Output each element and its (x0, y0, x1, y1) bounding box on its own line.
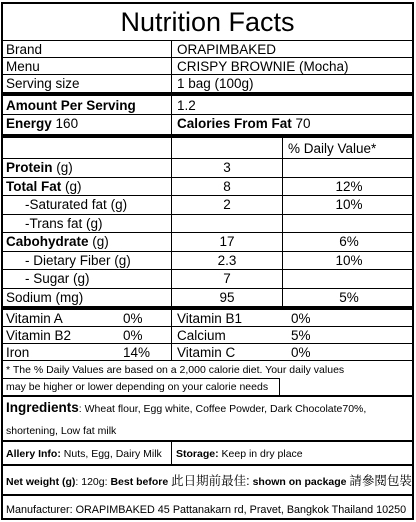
column-divider (171, 215, 172, 233)
daily-value-header-row (3, 138, 412, 159)
nutrient-name (6, 159, 73, 178)
nutrient-name (25, 196, 127, 215)
vitamin-row (3, 310, 412, 327)
column-divider (171, 75, 172, 92)
column-divider (171, 138, 172, 158)
nutrient-name-text: Sodium (6, 289, 52, 305)
menu-label: Menu (6, 59, 40, 74)
nutrient-unit: (mg) (55, 289, 84, 305)
vitamin-name: Vitamin B1 (177, 311, 243, 326)
nutrient-name (6, 178, 82, 197)
nutrient-amount: 3 (223, 160, 231, 175)
nutrient-row (3, 215, 412, 234)
column-divider (282, 270, 283, 288)
amount-per-serving-row (3, 96, 412, 115)
vitamin-value: 0% (123, 311, 143, 326)
column-divider (171, 344, 172, 360)
nutrient-name-text: Cabohydrate (6, 234, 89, 249)
daily-value-header: % Daily Value* (288, 141, 377, 156)
nutrient-amount: 2 (223, 197, 231, 212)
nutrient-name-text: - Dietary Fiber (25, 252, 111, 268)
column-divider (279, 379, 280, 395)
vitamin-value: 0% (123, 328, 143, 343)
nutrient-row (3, 196, 412, 215)
vitamin-name: Iron (6, 345, 30, 360)
column-divider (171, 310, 172, 326)
vitamin-row (3, 344, 412, 361)
net-weight-value: : 120g: (75, 476, 108, 488)
nutrient-daily-value: 12% (335, 178, 363, 194)
brand-value: ORAPIMBAKED (177, 42, 277, 57)
nutrient-name (6, 289, 83, 308)
amount-per-serving-label: Amount Per Serving (6, 98, 136, 113)
allergy-label: Allery Info: (6, 448, 61, 460)
ingredients-line-2: shortening, Low fat milk (6, 425, 117, 437)
ingredients-label: Ingredients (6, 400, 79, 415)
nutrient-amount: 95 (219, 289, 235, 305)
calories-from-fat-label: Calories From Fat (177, 116, 292, 131)
nutrition-label (1, 2, 414, 520)
shown-on-package-label: shown on package (252, 476, 347, 488)
nutrient-name-text: Total Fat (6, 178, 62, 194)
calories-from-fat-cell (177, 115, 311, 132)
nutrient-daily-value: 10% (335, 252, 363, 268)
storage-value: Keep in dry place (221, 448, 303, 460)
serving-size-value: 1 bag (100g) (177, 76, 254, 91)
nutrient-unit: (g) (114, 252, 131, 268)
nutrient-name (25, 270, 90, 289)
column-divider (171, 96, 172, 114)
column-divider (171, 41, 172, 57)
vitamin-name: Calcium (177, 328, 226, 343)
nutrient-name-text: -Saturated fat (25, 197, 107, 212)
serving-size-label: Serving size (6, 76, 80, 91)
shown-on-package-chinese: 請參閱包裝 (349, 474, 412, 488)
nutrient-unit: (g) (73, 271, 90, 286)
nutrient-unit: (g) (92, 234, 109, 249)
nutrient-amount: 17 (219, 234, 235, 249)
info-row-menu (3, 58, 412, 75)
nutrient-name-text: Protein (6, 160, 53, 175)
energy-label: Energy (6, 116, 52, 131)
info-row-serving (3, 75, 412, 96)
ingredients-line-1: : Wheat flour, Egg white, Coffee Powder, Dark Chocolate70%, (78, 403, 367, 415)
vitamin-name: Vitamin B2 (6, 328, 72, 343)
footnote-line-1-wrap (3, 361, 345, 379)
nutrient-name-text: -Trans fat (25, 215, 83, 231)
column-divider (171, 58, 172, 74)
calories-from-fat-value: 70 (295, 116, 311, 131)
nutrient-row (3, 289, 412, 308)
nutrient-row (3, 233, 412, 252)
energy-row (3, 115, 412, 138)
vitamin-row (3, 327, 412, 344)
best-before-thai: 此日期前最佳: (171, 474, 250, 488)
nutrient-name (25, 252, 131, 271)
footnote-line-1: * The % Daily Values are based on a 2,000 calorie diet. Your daily values (6, 364, 345, 376)
vitamin-value: 5% (291, 328, 311, 343)
nutrient-daily-value: 6% (339, 234, 359, 249)
nutrient-amount: 8 (223, 178, 231, 194)
allergy-storage-row (3, 442, 412, 466)
storage-cell (176, 442, 303, 466)
nutrient-row (3, 159, 412, 178)
allergy-cell (6, 442, 162, 466)
allergy-value: Nuts, Egg, Dairy Milk (63, 448, 162, 460)
column-divider (171, 442, 172, 464)
footnote-line-2-wrap (3, 379, 412, 396)
nutrient-row (3, 270, 412, 289)
amount-per-serving-value: 1.2 (177, 98, 196, 113)
nutrient-row (3, 178, 412, 197)
manufacturer-line: Manufacturer: ORAPIMBAKED 45 Pattanakarn rd, Pravet, Bangkok Thailand 10250 (6, 504, 407, 516)
nutrient-amount: 7 (223, 271, 231, 286)
net-weight-row (3, 466, 412, 496)
vitamin-value: 0% (291, 311, 311, 326)
nutrient-unit: (g) (86, 215, 103, 231)
storage-label: Storage: (176, 448, 219, 460)
nutrient-table (3, 159, 412, 307)
vitamin-name: Vitamin C (177, 345, 236, 360)
energy-value: 160 (55, 116, 79, 131)
vitamin-name: Vitamin A (6, 311, 63, 326)
column-divider (171, 115, 172, 134)
nutrient-name-text: - Sugar (25, 271, 70, 286)
energy-cell (6, 115, 78, 132)
nutrient-amount: 2.3 (217, 252, 237, 268)
nutrient-name (6, 233, 109, 252)
nutrient-unit: (g) (65, 178, 82, 194)
menu-value: CRISPY BROWNIE (Mocha) (177, 59, 349, 74)
column-divider (282, 159, 283, 177)
footnote-line-2: may be higher or lower depending on your calorie needs (6, 381, 269, 393)
column-divider (282, 138, 283, 158)
nutrient-unit: (g) (56, 160, 73, 175)
nutrient-unit: (g) (110, 197, 128, 212)
vitamin-value: 0% (291, 345, 311, 360)
info-row-brand (3, 41, 412, 58)
brand-label: Brand (6, 42, 43, 57)
column-divider (171, 327, 172, 343)
ingredients-block (3, 396, 412, 442)
net-weight-label: Net weight (g) (6, 476, 76, 488)
label-title: Nutrition Facts (3, 4, 412, 41)
nutrient-daily-value: 5% (339, 289, 359, 305)
nutrient-daily-value: 10% (335, 197, 363, 212)
vitamin-table (3, 307, 412, 361)
nutrient-name (25, 215, 103, 234)
vitamin-value: 14% (123, 345, 151, 360)
column-divider (282, 215, 283, 233)
nutrient-row (3, 252, 412, 271)
best-before-label: Best before (110, 476, 169, 488)
